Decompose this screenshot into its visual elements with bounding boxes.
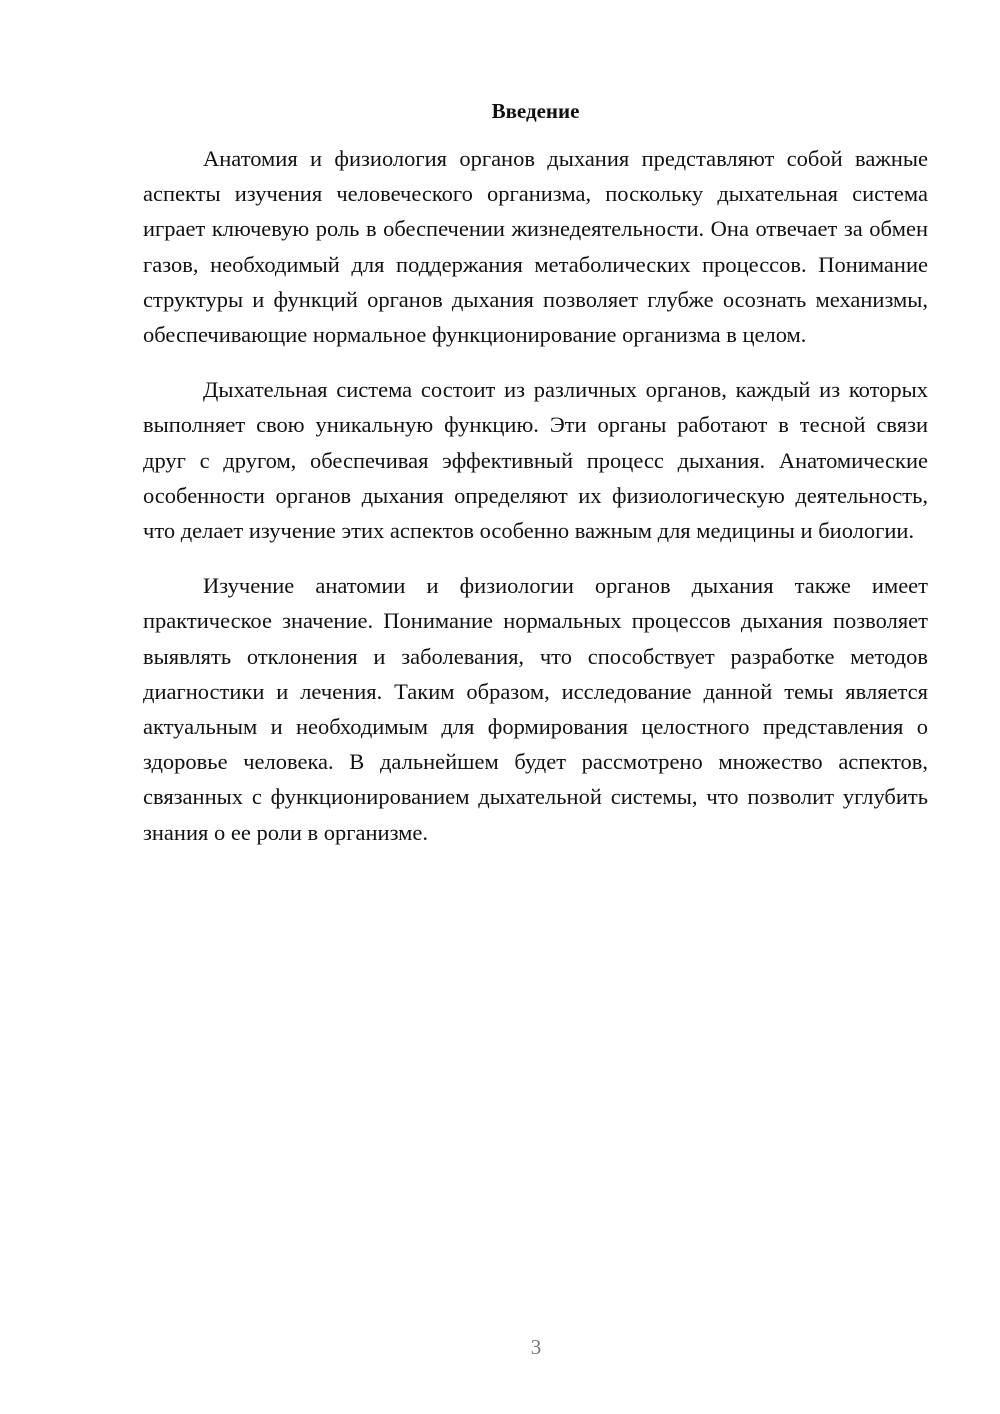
page-number: 3 bbox=[530, 1335, 542, 1359]
paragraph-1: Анатомия и физиология органов дыхания представляют собой важные аспекты изучения человеческого организма, поскольку дыхательная система играет ключевую роль в обеспечении жизнедеятельности. Она отвечает за обмен газов, необходимый для поддержания метаболических процессов. Понимание структуры и функций органов дыхания позволяет глубже осознать механизмы, обеспечивающие нормальное функционирование организма в целом. bbox=[143, 146, 928, 348]
section-heading: Введение bbox=[491, 99, 580, 123]
paragraph-2: Дыхательная система состоит из различных органов, каждый из которых выполняет свою уникальную функцию. Эти органы работают в тесной связи друг с другом, обеспечивая эффективный процесс дыхания. Анатомические особенности органов дыхания определяют их физиологическую деятельность, что делает изучение этих аспектов особенно важным для медицины и биологии. bbox=[143, 377, 928, 544]
body-text bbox=[143, 141, 928, 870]
paragraph-3: Изучение анатомии и физиологии органов дыхания также имеет практическое значение. Понимание нормальных процессов дыхания позволяет выявлять отклонения и заболевания, что способствует разработке методов диагностики и лечения. Таким образом, исследование данной темы является актуальным и необходимым для формирования целостного представления о здоровье человека. В дальнейшем будет рассмотрено множество аспектов, связанных с функционированием дыхательной системы, что позволит углубить знания о ее роли в организме. bbox=[143, 573, 928, 845]
